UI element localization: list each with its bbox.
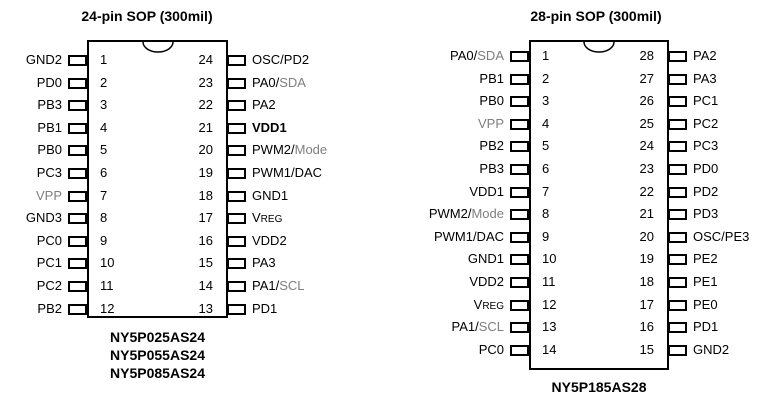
sop24-lead-right — [227, 191, 246, 202]
sop28-pin-name — [693, 275, 718, 289]
sop28-pin-name — [474, 298, 504, 314]
sop24-pin-number: 16 — [198, 232, 213, 248]
sop24-lead-left — [68, 304, 87, 315]
sop28-lead-right — [668, 345, 687, 356]
sop28-lead-left — [510, 209, 529, 220]
sop24-pin-number: 10 — [100, 255, 115, 271]
pin-name-segment: SDA — [279, 74, 306, 90]
sop24-lead-left — [68, 168, 87, 179]
sop24-pin-number: 18 — [198, 187, 213, 203]
pin-name-segment: PWM1/DAC — [252, 165, 323, 180]
pin-name-segment: VDD1 — [469, 183, 504, 199]
sop24-pin-number: 24 — [198, 52, 213, 67]
pin-name-segment: GND3 — [25, 210, 62, 226]
sop28-pin-name — [693, 320, 718, 334]
sop24-lead-left — [68, 191, 87, 202]
sop28-lead-left — [510, 96, 529, 107]
sop24-lead-left — [68, 55, 87, 66]
sop28-lead-left — [510, 322, 529, 333]
sop28-pin-name — [693, 117, 718, 131]
pin-name-segment: Mode — [471, 206, 504, 222]
sop28-lead-left — [510, 277, 529, 288]
sop24-part-number: NY5P055AS24 — [110, 347, 205, 363]
sop24-pin-name — [26, 53, 62, 67]
sop24-pin-name — [252, 121, 287, 135]
sop28-pin-number: 1 — [542, 48, 550, 63]
sop24-pin-name — [37, 121, 62, 135]
sop28-lead-left — [510, 119, 529, 130]
pin-name-segment: PD0 — [36, 74, 62, 90]
sop28-pin-name — [693, 252, 718, 266]
pin-name-segment: SCL — [478, 319, 504, 335]
sop24-pin-name — [252, 76, 306, 90]
sop28-part-number: NY5P185AS28 — [551, 379, 647, 395]
pin-name-segment: PWM2/ — [428, 206, 472, 222]
sop28-lead-right — [668, 300, 687, 311]
pin-name-segment: PA3 — [252, 255, 276, 271]
sop24-pin-number: 7 — [100, 187, 108, 203]
sop24-lead-left — [68, 78, 87, 89]
sop28-pin-name — [693, 207, 718, 221]
sop28-lead-left — [510, 141, 529, 152]
pin-name-segment: PC0 — [478, 341, 504, 357]
sop24-pin-name — [252, 211, 282, 227]
pin-name-segment: PD2 — [693, 183, 719, 199]
sop28-pin-number: 13 — [542, 319, 557, 335]
pin-name-segment: SCL — [279, 278, 305, 293]
sop28-lead-right — [668, 164, 687, 175]
sop24-pin-number: 2 — [100, 74, 108, 90]
sop24-pin-name — [252, 234, 287, 248]
sop28-pin-number: 25 — [639, 115, 654, 131]
sop28-lead-right — [668, 277, 687, 288]
pin-name-segment: VDD2 — [469, 274, 504, 289]
sop24-lead-right — [227, 78, 246, 89]
sop28-lead-right — [668, 96, 687, 107]
sop28-pin-name — [693, 162, 718, 176]
sop28-pin-name — [693, 343, 729, 357]
sop28-pin-name — [469, 185, 504, 199]
sop24-lead-right — [227, 281, 246, 292]
sop28-pin-name — [429, 207, 504, 221]
sop24-pin-name — [37, 166, 62, 180]
sop24-pin-name — [252, 256, 276, 270]
pin-name-segment: PA0/ — [450, 48, 478, 63]
sop24-pin-name — [252, 302, 277, 316]
sop28-pin-number: 14 — [542, 341, 557, 357]
pin-name-segment: PC3 — [36, 165, 62, 180]
sop28-pin-number: 27 — [639, 70, 654, 86]
sop28-lead-right — [668, 119, 687, 130]
sop28-pin-number: 6 — [542, 161, 550, 176]
sop28-pin-number: 17 — [639, 296, 654, 312]
sop28-lead-left — [510, 345, 529, 356]
sop24-pin-number: 1 — [100, 52, 108, 67]
sop28-lead-left — [510, 164, 529, 175]
pin-name-segment: PB2 — [37, 300, 62, 316]
pin-name-segment: PB2 — [479, 138, 504, 154]
sop28-pin-name — [693, 94, 718, 108]
pin-name-segment: PE0 — [693, 296, 718, 312]
sop24-lead-right — [227, 145, 246, 156]
sop28-pin-number: 12 — [542, 296, 557, 312]
sop24-lead-right — [227, 100, 246, 111]
pin-name-segment: PC1 — [693, 93, 719, 109]
sop24-pin-number: 6 — [100, 165, 108, 180]
sop24-lead-left — [68, 145, 87, 156]
sop24-pin-number: 14 — [198, 278, 213, 293]
pin-name-segment: PB1 — [37, 119, 62, 135]
sop28-pin-number: 7 — [542, 183, 550, 199]
sop24-pin-number: 13 — [198, 300, 213, 316]
sop28-pin-number: 8 — [542, 206, 550, 222]
pin-name-segment: OSC/PE3 — [693, 228, 750, 244]
sop28-lead-left — [510, 74, 529, 85]
sop24-pin-number: 20 — [198, 142, 213, 158]
sop24-lead-left — [68, 281, 87, 292]
sop24-lead-left — [68, 123, 87, 134]
pin-name-segment: PC2 — [36, 278, 62, 293]
sop28-pin-name — [693, 49, 717, 63]
sop24-pin-name — [252, 189, 288, 203]
pin-name-segment: PB3 — [479, 161, 504, 176]
sop28-pin-number: 11 — [542, 274, 556, 289]
sop28-lead-right — [668, 254, 687, 265]
sop28-pin-name — [693, 185, 718, 199]
pin-name-segment: REG — [260, 214, 283, 226]
sop24-pin-number: 11 — [100, 278, 114, 293]
sop28-pin-number: 15 — [639, 341, 654, 357]
sop28-lead-left — [510, 300, 529, 311]
pin-name-segment: Mode — [294, 142, 328, 158]
pin-name-segment: PE1 — [693, 274, 718, 289]
pin-name-segment: GND1 — [467, 251, 504, 267]
pin-name-segment: VDD2 — [252, 232, 287, 248]
sop28-lead-left — [510, 232, 529, 243]
sop28-pin-number: 23 — [639, 161, 654, 176]
pin-name-segment: PB0 — [37, 142, 62, 158]
pin-name-segment: VDD1 — [252, 119, 287, 135]
sop24-lead-right — [227, 236, 246, 247]
sop24-pin-number: 23 — [198, 74, 213, 90]
sop28-pin-number: 20 — [639, 228, 654, 244]
pin-name-segment: OSC/PD2 — [252, 52, 310, 67]
sop24-pin-name — [37, 98, 62, 112]
sop28-pin-number: 16 — [639, 319, 654, 335]
sop28-pin-name — [479, 162, 504, 176]
sop28-pin-name — [479, 72, 504, 86]
sop28-pin-number: 22 — [639, 183, 654, 199]
sop28-pin-name — [451, 320, 504, 334]
sop24-lead-right — [227, 304, 246, 315]
sop24-pin-name — [252, 98, 276, 112]
sop28-pin-number: 28 — [639, 48, 654, 63]
sop28-pin-number: 10 — [542, 251, 557, 267]
pin-name-segment: PE2 — [693, 251, 718, 267]
pin-name-segment: PB0 — [479, 93, 504, 109]
sop28-pin-number: 24 — [639, 138, 654, 154]
sop24-pin-number: 3 — [100, 97, 108, 113]
sop28-pin-name — [450, 49, 504, 63]
pin-name-segment: PB1 — [479, 70, 504, 86]
sop24-lead-right — [227, 168, 246, 179]
sop24-pin-name — [26, 211, 62, 225]
sop28-lead-left — [510, 254, 529, 265]
sop24-pin-name — [37, 76, 62, 90]
pin-name-segment: PC3 — [693, 138, 719, 154]
sop28-pin-name — [479, 343, 504, 357]
sop28-pin-number: 3 — [542, 93, 550, 109]
sop24-lead-right — [227, 123, 246, 134]
sop28-pin-name — [479, 94, 504, 108]
sop24-lead-right — [227, 258, 246, 269]
pin-name-segment: PB3 — [37, 97, 62, 113]
sop28-pin-number: 2 — [542, 70, 550, 86]
sop28-lead-left — [510, 187, 529, 198]
sop24-lead-left — [68, 236, 87, 247]
sop24-pin-number: 9 — [100, 232, 108, 248]
sop24-pin-number: 5 — [100, 142, 108, 158]
sop28-notch — [582, 41, 616, 55]
pin-name-segment: GND1 — [252, 187, 289, 203]
pin-name-segment: PA1/ — [451, 319, 479, 335]
sop28-pin-name — [434, 230, 504, 244]
sop28-pin-name — [469, 275, 504, 289]
pin-name-segment: PA2 — [252, 97, 276, 113]
sop24-part-number: NY5P025AS24 — [110, 329, 205, 345]
sop24-pin-name — [252, 53, 309, 67]
sop24-pin-number: 8 — [100, 210, 108, 226]
sop28-pin-name — [693, 298, 718, 312]
pin-name-segment: PC0 — [36, 232, 62, 248]
sop28-pin-name — [693, 230, 749, 244]
pin-name-segment: PA3 — [693, 70, 717, 86]
sop24-pin-name — [252, 279, 305, 293]
sop28-pin-number: 9 — [542, 228, 550, 244]
sop24-pin-number: 21 — [198, 119, 213, 135]
pin-name-segment: PWM1/DAC — [433, 228, 504, 244]
sop28-pin-number: 5 — [542, 138, 550, 154]
sop24-pin-name — [37, 302, 62, 316]
sop28-lead-right — [668, 232, 687, 243]
pin-name-segment: PD1 — [693, 319, 719, 335]
pin-name-segment: REG — [482, 300, 504, 312]
sop24-pin-name — [252, 143, 327, 157]
pin-name-segment: PA0/ — [252, 74, 280, 90]
sop24-pin-number: 17 — [198, 210, 213, 226]
sop24-pin-number: 15 — [198, 255, 213, 271]
sop28-lead-right — [668, 141, 687, 152]
pin-name-segment: PD1 — [252, 300, 278, 316]
sop24-part-number: NY5P085AS24 — [110, 365, 205, 381]
sop28-pin-name — [693, 72, 717, 86]
sop24-pin-number: 19 — [198, 165, 213, 180]
sop28-lead-right — [668, 74, 687, 85]
pin-name-segment: PWM2/ — [252, 142, 295, 158]
sop24-pin-name — [37, 234, 62, 248]
sop24-lead-right — [227, 213, 246, 224]
sop28-pin-name — [478, 117, 504, 131]
sop24-lead-left — [68, 258, 87, 269]
sop24-lead-left — [68, 213, 87, 224]
pin-name-segment: GND2 — [25, 52, 62, 67]
sop24-lead-right — [227, 55, 246, 66]
pin-name-segment: PA2 — [693, 48, 717, 63]
pin-name-segment: SDA — [477, 48, 504, 63]
sop28-pin-name — [479, 139, 504, 153]
sop28-pin-number: 4 — [542, 115, 550, 131]
sop28-lead-right — [668, 51, 687, 62]
pin-name-segment: VPP — [35, 187, 62, 203]
sop28-pin-number: 26 — [639, 93, 654, 109]
sop24-notch — [141, 41, 175, 55]
sop24-pin-name — [37, 256, 62, 270]
sop24-pin-number: 4 — [100, 119, 108, 135]
sop24-pin-name — [252, 166, 322, 180]
sop24-lead-left — [68, 100, 87, 111]
sop24-title: 24-pin SOP (300mil) — [81, 8, 213, 24]
pin-name-segment: PA1/ — [252, 278, 280, 293]
sop28-lead-right — [668, 187, 687, 198]
sop28-lead-right — [668, 322, 687, 333]
pin-name-segment: PC1 — [36, 255, 62, 271]
pin-name-segment: VPP — [477, 115, 504, 131]
sop28-pin-name — [468, 252, 504, 266]
pin-name-segment: GND2 — [693, 341, 730, 357]
sop28-lead-left — [510, 51, 529, 62]
sop28-lead-right — [668, 209, 687, 220]
pin-name-segment: V — [473, 296, 483, 312]
pin-name-segment: PC2 — [693, 115, 719, 131]
sop24-pin-name — [36, 189, 62, 203]
sop28-title: 28-pin SOP (300mil) — [530, 8, 662, 24]
pin-name-segment: PD3 — [693, 206, 719, 222]
sop28-pin-name — [693, 139, 718, 153]
sop24-pin-name — [37, 143, 62, 157]
sop24-pin-number: 22 — [198, 97, 213, 113]
sop28-pin-number: 21 — [639, 206, 654, 222]
sop28-pin-number: 18 — [639, 274, 654, 289]
sop24-pin-number: 12 — [100, 300, 115, 316]
pin-name-segment: PD0 — [693, 161, 719, 176]
sop24-pin-name — [37, 279, 62, 293]
pin-name-segment: V — [252, 210, 261, 226]
sop28-pin-number: 19 — [639, 251, 654, 267]
